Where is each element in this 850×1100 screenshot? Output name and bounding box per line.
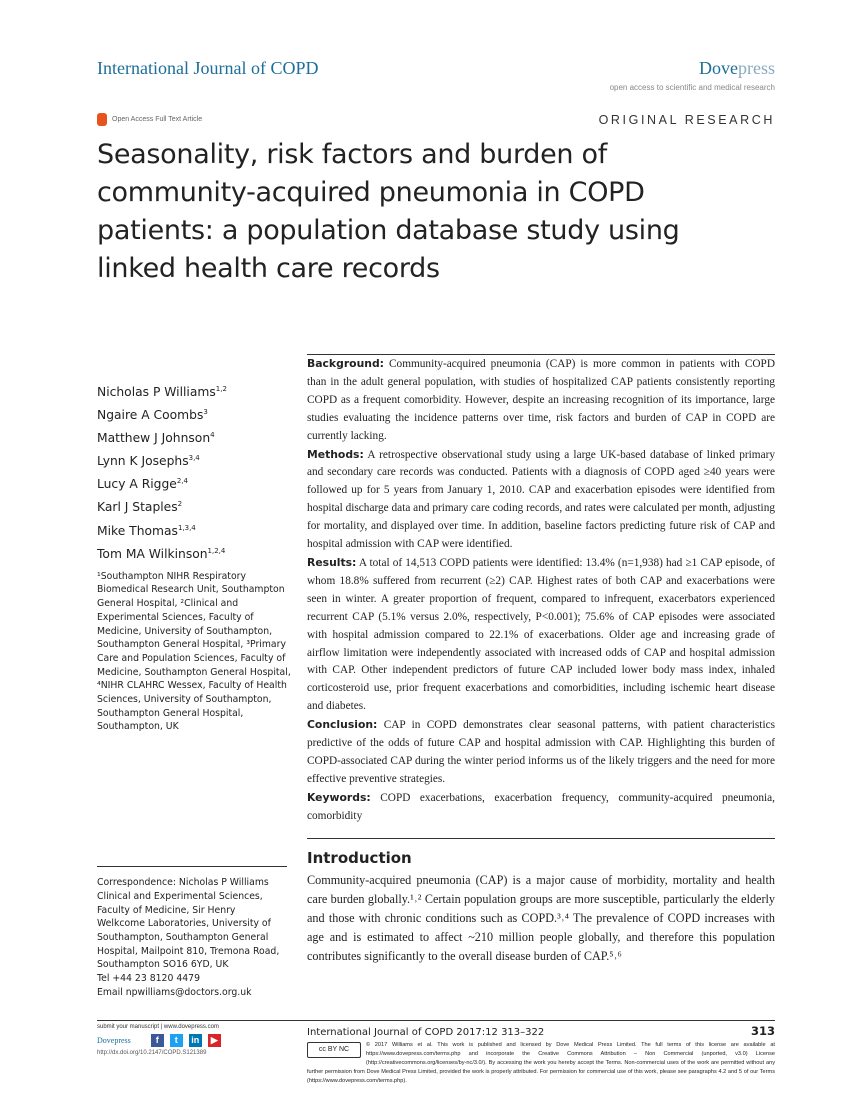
correspondence-line: Correspondence: Nicholas P Williams (97, 877, 269, 889)
author (97, 425, 290, 448)
abstract (307, 354, 775, 826)
page-footer (97, 1020, 775, 1099)
author-name: Lynn K Josephs (97, 454, 189, 469)
body-columns (97, 0, 775, 1000)
dovepress-logo: Dovepress (97, 1035, 131, 1045)
author-name: Karl J Staples (97, 500, 178, 515)
intro-paragraph: Community-acquired pneumonia (CAP) is a major cause of morbidity, mortality and health care burden globally.¹˒² Certain population groups are more susceptible, particularly the elderly and those with chronic conditions such as COPD.³˒⁴ The prevalence of COPD increases with age and is estimated to affect ~210 million people globally, and therefore this population contributes significantly to the overall disease burden of CAP.⁵˒⁶ (307, 872, 775, 964)
journal-name: International Journal of COPD (97, 58, 319, 78)
author (97, 541, 290, 564)
abstract-text: A retrospective observational study using a large UK-based database of linked primary and secondary care records was conducted. Patients with a diagnosis of COPD aged ≥40 years were followed up for 5 years from January 1, 2010. CAP and exacerbation episodes were identified from hospital discharge data and primary care coding records, and rates were calculated per month, adjusting for mortality, and displayed over time. In addition, baseline factors predicting future risk of CAP and hospital admission with CAP were identified. (307, 448, 775, 551)
abstract-section (307, 716, 775, 789)
twitter-icon[interactable]: t (170, 1034, 183, 1047)
abstract-label: Keywords: (307, 790, 371, 804)
author-affiliation-number: 1,3,4 (177, 523, 196, 532)
author (97, 402, 290, 425)
section-heading: Introduction (307, 848, 412, 867)
publisher-name-b: press (738, 58, 775, 78)
correspondence-line: Faculty of Medicine, Sir Henry (97, 904, 236, 916)
author-affiliation-number: 1,2,4 (207, 546, 226, 555)
citation: International Journal of COPD 2017:12 313–322 (307, 1026, 545, 1038)
author-affiliation-number: 2,4 (176, 477, 188, 486)
footer-right (307, 1024, 775, 1087)
linkedin-icon[interactable]: in (189, 1034, 202, 1047)
abstract-section (307, 355, 775, 446)
license-block (307, 1041, 775, 1087)
cc-license-icon: cc BY NC (307, 1042, 361, 1058)
author-list (97, 379, 290, 564)
right-column (307, 354, 775, 1000)
author-name: Ngaire A Coombs (97, 408, 204, 423)
correspondence-line: Welkcome Laboratories, University of (97, 918, 271, 930)
social-links (151, 1034, 221, 1047)
abstract-section (307, 789, 775, 826)
abstract-section (307, 446, 775, 554)
author-affiliation-number: 3 (203, 408, 208, 417)
author (97, 448, 290, 471)
citation-row (307, 1024, 775, 1038)
correspondence-line: Southampton, Southampton General (97, 932, 269, 943)
abstract-label: Conclusion: (307, 718, 378, 732)
abstract-text: A total of 14,513 COPD patients were identified: 13.4% (n=1,938) had ≥1 CAP episode, of whom 18.8% suffered from recurrent (≥2) CAP. Highest rates of both CAP and exacerbations were seen in winter. A greater proportion of frequent, compared to infrequent, exacerbators experienced recurrent CAP (5.1% versus 2.0%, respectively, P<0.001); 75.6% of CAP episodes were associated with hospital admission compared to 22.1% of exacerbations. Older age and increasing grade of airflow limitation were independently associated with increased odds of CAP and hospital admission with CAP. Other independent predictors of future CAP included lower body mass index, inhaled corticosteroid use, prior frequent exacerbations and comorbidities, including ischemic heart disease and diabetes. (307, 556, 775, 713)
author-name: Tom MA Wilkinson (97, 546, 208, 561)
article-type: ORIGINAL RESEARCH (598, 113, 775, 127)
doi-link[interactable]: http://dx.doi.org/10.2147/COPD.S121389 (97, 1049, 207, 1056)
correspondence-line: Email npwilliams@doctors.org.uk (97, 986, 252, 998)
abstract-label: Methods: (307, 447, 364, 461)
abstract-section (307, 554, 775, 716)
author-name: Mike Thomas (97, 523, 178, 538)
author-affiliation-number: 4 (210, 431, 215, 440)
author-affiliation-number: 1,2 (215, 385, 227, 393)
footer-left (97, 1024, 290, 1087)
affiliations: ¹Southampton NIHR Respiratory Biomedical Research Unit, Southampton General Hospital, ²Clinical and Experimental Sciences, Faculty of Medicine, University of Southampton, Southampton General Hospital, ³Primary Care and Population Sciences, Faculty of Medicine, Southampton General Hospital, ⁴NIHR CLAHRC Wessex, Faculty of Health Sciences, University of Southampton, Southampton General Hospital, Southampton, UK (97, 570, 291, 733)
correspondence-line: Hospital, Mailpoint 810, Tremona Road, (97, 945, 280, 957)
article-title: Seasonality, risk factors and burden of community-acquired pneumonia in COPD patients: a population database study using linked health care records (97, 139, 680, 284)
left-column (97, 354, 290, 1000)
abstract-text: CAP in COPD demonstrates clear seasonal patterns, with patient characteristics predictive of the odds of future CAP and hospital admission with CAP. Highlighting this burden of COPD-associated CAP during the winter period informs us of the likely triggers and the need for more effective preventive strategies. (307, 719, 775, 785)
youtube-icon[interactable]: ▶ (208, 1034, 221, 1047)
abstract-label: Background: (307, 357, 384, 370)
open-access-text: Open Access Full Text Article (112, 116, 203, 123)
author-name: Lucy A Rigge (97, 477, 177, 492)
correspondence-line: Southampton SO16 6YD, UK (97, 959, 229, 971)
abstract-text: Community-acquired pneumonia (CAP) is more common in patients with COPD than in the adult general population, with studies of hospitalized CAP patients consistently reporting COPD as a frequent comorbidity. However, despite an increasing recognition of its importance, large studies evaluating the incidence patterns over time, risk factors and burden of CAP in COPD are currently lacking. (307, 358, 775, 442)
correspondence (97, 866, 287, 999)
author-name: Nicholas P Williams (97, 385, 216, 400)
page-number: 313 (750, 1023, 775, 1038)
author (97, 379, 290, 402)
facebook-icon[interactable]: f (151, 1034, 164, 1047)
license-text: © 2017 Williams et al. This work is published and licensed by Dove Medical Press Limited. The full terms of this license are available at https://www.dovepress.com/terms.php and incorporate the Creative Commons Attribution – Non Commercial (unported, v3.0) License (http://creativecommons.org/licenses/by-nc/3.0/). By accessing the work you hereby accept the Terms. Non-commercial uses of the work are permitted without any further permission from Dove Medical Press Limited, provided the work is properly attributed. For permission for commercial use of this work, please see paragraphs 4.2 and 5 of our Terms (https://www.dovepress.com/terms.php). (307, 1041, 775, 1085)
author-name: Matthew J Johnson (97, 431, 211, 446)
abstract-text: COPD exacerbations, exacerbation frequency, community-acquired pneumonia, comorbidity (307, 791, 775, 822)
publisher-tagline: open access to scientific and medical research (609, 83, 775, 92)
abstract-label: Results: (307, 555, 357, 569)
author (97, 471, 290, 494)
author-affiliation-number: 3,4 (188, 454, 200, 463)
submit-link[interactable]: submit your manuscript | www.dovepress.com (97, 1023, 219, 1030)
author (97, 518, 290, 541)
author-affiliation-number: 2 (177, 500, 183, 509)
correspondence-line: Tel +44 23 8120 4479 (97, 973, 200, 985)
footer-brand-row (97, 1034, 290, 1047)
correspondence-line: Clinical and Experimental Sciences, (97, 890, 263, 902)
divider (307, 838, 775, 839)
author (97, 494, 290, 517)
publisher-name-a: Dove (699, 58, 738, 78)
